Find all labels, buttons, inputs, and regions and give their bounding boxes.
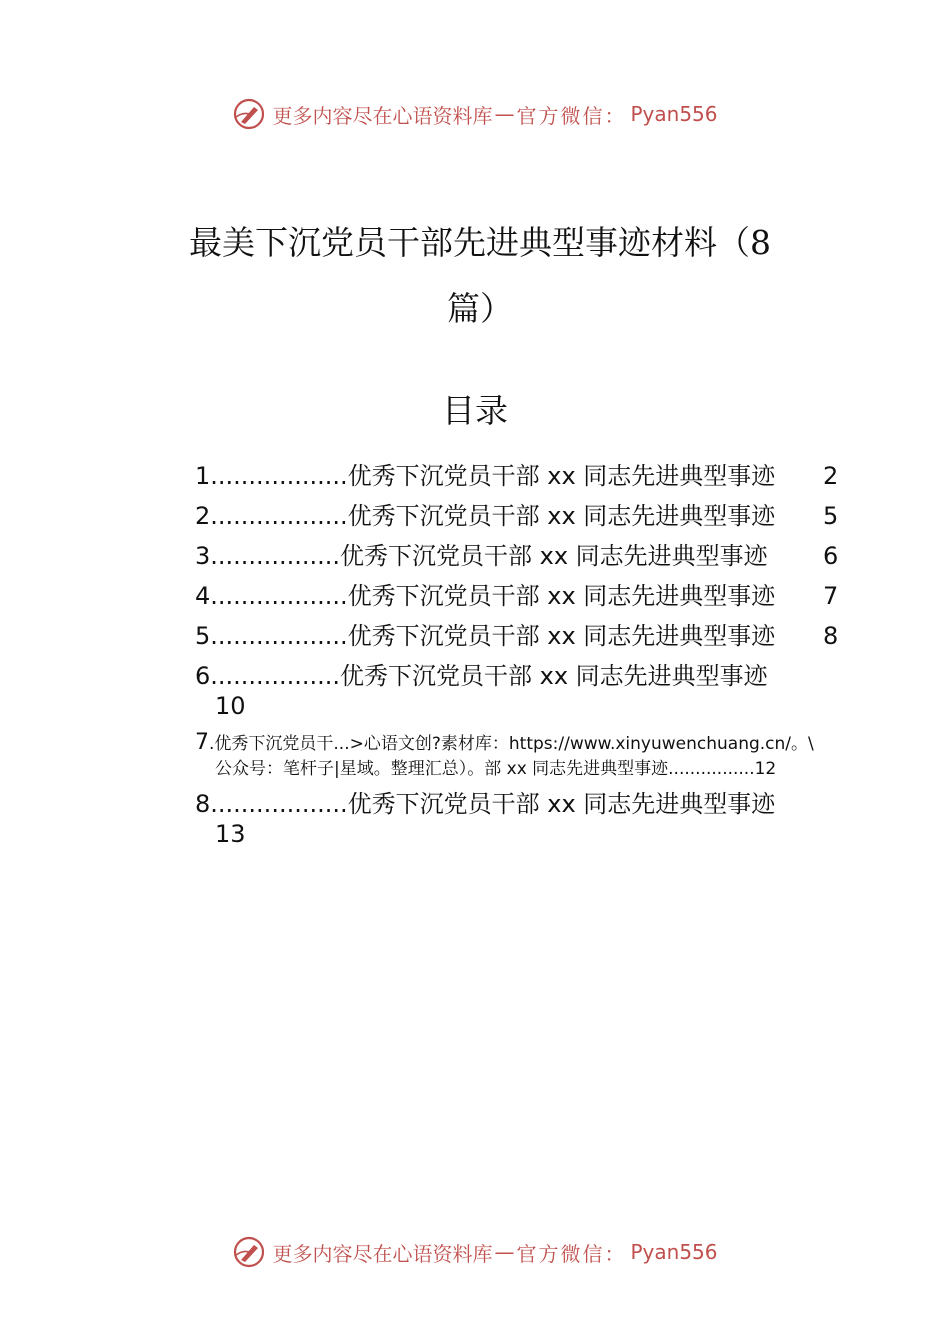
- header-text: 更多内容尽在心语资料库: [272, 103, 493, 128]
- toc-item-leader: ..................: [210, 790, 348, 818]
- toc-item-title: 优秀下沉党员干部 xx 同志先进典型事迹: [347, 790, 776, 818]
- pen-circle-icon: [232, 97, 266, 131]
- toc-item-number: 7: [195, 730, 209, 755]
- table-of-contents: [195, 456, 845, 854]
- footer-wechat-id: Pyan556: [630, 1240, 718, 1264]
- footer-separator: —: [494, 1240, 515, 1264]
- toc-item[interactable]: [195, 784, 845, 854]
- toc-item-leader: .................: [210, 542, 340, 570]
- title-line-1: 最美下沉党员干部先进典型事迹材料（8: [189, 223, 771, 262]
- toc-item-number: 6: [195, 662, 211, 690]
- footer-text: 更多内容尽在心语资料库: [272, 1241, 493, 1266]
- toc-item-number: 8: [195, 790, 211, 818]
- header-wechat-label: 官方微信：: [516, 103, 627, 128]
- toc-heading: 目录: [442, 391, 508, 430]
- toc-item-page: 6: [823, 542, 839, 570]
- toc-item-number: 1: [195, 462, 211, 490]
- toc-item-title: .优秀下沉党员干...>心语文创?素材库：https://www.xinyuwenchuang.cn/。\: [209, 734, 814, 754]
- toc-item-leader: ..................: [210, 502, 348, 530]
- toc-item[interactable]: [195, 616, 845, 656]
- toc-item-title: 优秀下沉党员干部 xx 同志先进典型事迹: [347, 582, 776, 610]
- toc-item-title: 优秀下沉党员干部 xx 同志先进典型事迹: [347, 462, 776, 490]
- document-title: [160, 210, 800, 342]
- toc-item[interactable]: [195, 456, 845, 496]
- toc-item-leader: ..................: [210, 622, 348, 650]
- toc-item-number: 4: [195, 582, 211, 610]
- toc-item-leader: ..................: [210, 462, 348, 490]
- toc-item-leader: ..................: [210, 582, 348, 610]
- toc-item-number: 3: [195, 542, 211, 570]
- toc-item-page: 2: [823, 462, 839, 490]
- toc-item-page: 13: [215, 820, 246, 848]
- toc-item[interactable]: [195, 496, 845, 536]
- toc-item-page: 5: [823, 502, 839, 530]
- toc-item-title: 优秀下沉党员干部 xx 同志先进典型事迹: [339, 662, 768, 690]
- pen-circle-icon: [232, 1235, 266, 1269]
- toc-item-title: 优秀下沉党员干部 xx 同志先进典型事迹: [347, 502, 776, 530]
- toc-item[interactable]: [195, 536, 845, 576]
- toc-item-page: 7: [823, 582, 839, 610]
- toc-item[interactable]: [195, 726, 845, 784]
- toc-item-title: 优秀下沉党员干部 xx 同志先进典型事迹: [347, 622, 776, 650]
- toc-item-leader: .................: [210, 662, 340, 690]
- toc-item-title: 优秀下沉党员干部 xx 同志先进典型事迹: [339, 542, 768, 570]
- footer-wechat-label: 官方微信：: [516, 1241, 627, 1266]
- toc-item[interactable]: [195, 576, 845, 616]
- toc-item-number: 5: [195, 622, 211, 650]
- toc-item-page: 8: [823, 622, 839, 650]
- header-separator: —: [494, 102, 515, 126]
- toc-item[interactable]: [195, 656, 845, 726]
- header-wechat-id: Pyan556: [630, 102, 718, 126]
- footer-watermark: [0, 1232, 950, 1272]
- toc-item-page: 10: [215, 692, 246, 720]
- title-line-2: 篇）: [447, 289, 513, 328]
- toc-item-title-continued: 公众号：笔杆子|星域。整理汇总）。部 xx 同志先进典型事迹................12: [215, 759, 777, 779]
- toc-item-number: 2: [195, 502, 211, 530]
- header-watermark: [0, 94, 950, 134]
